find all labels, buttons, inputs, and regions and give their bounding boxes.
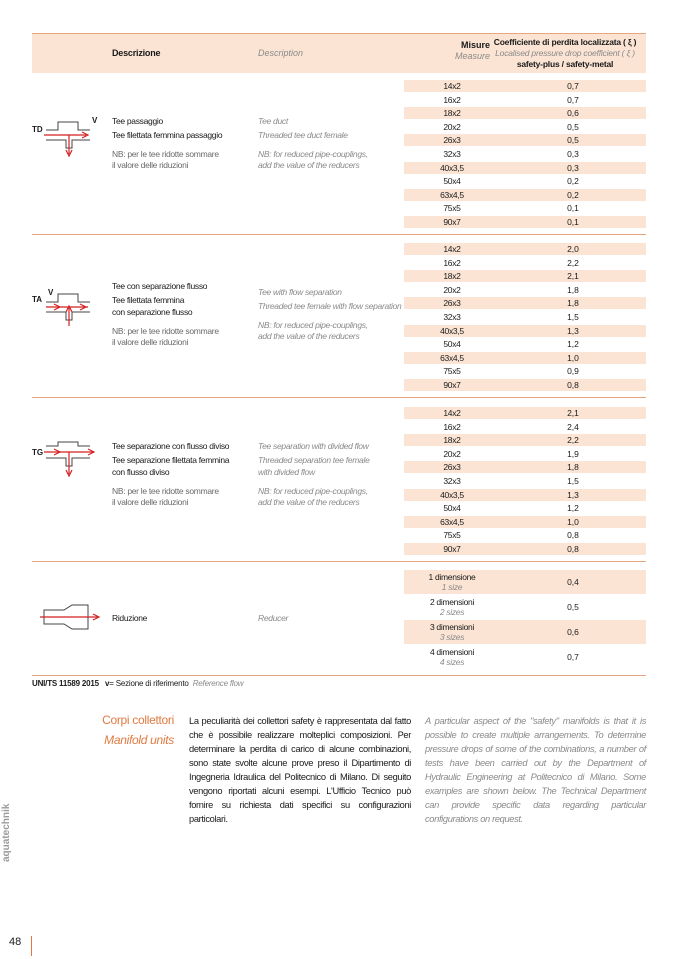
section-divider — [32, 397, 646, 398]
coefficient-cell: 1,2 — [567, 503, 579, 514]
coefficient-cell: 1,3 — [567, 489, 579, 500]
reducer-row: 3 dimensioni 3 sizes 0,6 — [404, 620, 646, 644]
coefficient-cell: 2,2 — [567, 435, 579, 446]
coefficient-cell: 0,7 — [567, 94, 579, 105]
measure-cell: 14x2 — [443, 244, 461, 254]
coefficient-cell: 2,0 — [567, 244, 579, 254]
flow-mark: V — [92, 116, 98, 125]
tee-duct-diagram — [42, 116, 104, 160]
table-row — [404, 201, 646, 214]
measure-cell: 75x5 — [443, 366, 461, 377]
measure-cell: 40x3,5 — [440, 489, 464, 500]
table-row — [404, 242, 646, 255]
manifold-paragraph-it: La peculiarità dei collettori safety è rappresentata dal fatto che è possibile realizzare molteplici composizioni. Per determinare la perdita di carico di alcune combinazioni, sono state svolte alcune prove preso il Dipartimento di Ingegneria Idraulica del Politecnico di Milano. Di seguito vengono riportati alcuni esempi. L'Ufficio Tecnico può fornire su richiesta dati specifici su configurazioni particolari. — [189, 716, 411, 824]
manifold-title-en: Manifold units — [104, 733, 174, 747]
table-row — [404, 161, 646, 174]
measure-cell: 40x3,5 — [440, 162, 464, 173]
reducer-label-it: Riduzione — [112, 613, 148, 623]
coefficient-cell: 0,6 — [567, 108, 579, 119]
table-row — [404, 433, 646, 446]
coefficient-cell: 2,4 — [567, 421, 579, 432]
coefficient-cell: 1,0 — [567, 352, 579, 363]
section-ta-en: Tee with flow separation Threaded tee female with flow separation NB: for reduced pipe-couplings, add the value of the reducers — [258, 287, 402, 341]
measure-cell: 16x2 — [443, 257, 461, 268]
measure-cell: 50x4 — [443, 176, 461, 187]
measure-cell: 32x3 — [443, 312, 461, 322]
table-row — [404, 215, 646, 228]
coefficient-cell: 2,1 — [567, 408, 579, 418]
section-divider — [32, 234, 646, 235]
table-row — [404, 337, 646, 350]
measure-cell: 18x2 — [443, 108, 461, 119]
coefficient-cell: 0,9 — [567, 366, 579, 377]
table-row — [404, 378, 646, 391]
section-code-tg: TG — [32, 448, 44, 457]
table-row — [404, 324, 646, 337]
measure-cell: 32x3 — [443, 476, 461, 486]
table-row — [404, 501, 646, 514]
coefficient-cell: 1,2 — [567, 339, 579, 350]
brand-logo: aquatechnik — [1, 803, 12, 862]
measure-cell: 63x4,5 — [440, 516, 464, 527]
table-row — [404, 420, 646, 433]
section-tg-en: Tee separation with divided flow Threaded separation tee female with divided flow NB: for reduced pipe-couplings, add the value of the reducers — [258, 441, 370, 507]
table-row — [404, 364, 646, 377]
measure-cell: 20x2 — [443, 121, 461, 132]
coefficient-cell: 1,3 — [567, 325, 579, 336]
section-code-ta: TA — [32, 295, 43, 304]
measure-cell: 18x2 — [443, 435, 461, 446]
measure-cell: 32x3 — [443, 149, 461, 159]
coefficient-cell: 0,3 — [567, 149, 579, 159]
table-row — [404, 406, 646, 419]
coefficient-cell: 2,1 — [567, 271, 579, 282]
section-divider — [32, 561, 646, 562]
table-row — [404, 188, 646, 201]
coefficient-cell: 0,1 — [567, 203, 579, 214]
table-row — [404, 93, 646, 106]
coefficient-cell: 0,2 — [567, 189, 579, 200]
coefficient-cell: 2,2 — [567, 257, 579, 268]
measure-cell: 40x3,5 — [440, 325, 464, 336]
coefficient-cell: 1,8 — [567, 298, 579, 309]
table-row — [404, 488, 646, 501]
coefficient-cell: 0,8 — [567, 380, 579, 390]
coefficient-cell: 0,5 — [567, 121, 579, 132]
coefficient-cell: 0,5 — [567, 135, 579, 146]
table-row — [404, 269, 646, 282]
coefficient-cell: 1,9 — [567, 448, 579, 459]
table-row — [404, 351, 646, 364]
page-marker — [31, 936, 32, 956]
coefficient-cell: 0,3 — [567, 162, 579, 173]
coefficient-cell: 1,8 — [567, 462, 579, 473]
reducer-label-en: Reducer — [258, 613, 289, 623]
measure-cell: 20x2 — [443, 284, 461, 295]
measure-cell: 26x3 — [443, 135, 461, 146]
measure-cell: 90x7 — [443, 544, 461, 554]
table-row — [404, 447, 646, 460]
measure-cell: 16x2 — [443, 94, 461, 105]
table-row — [404, 120, 646, 133]
reducer-row: 1 dimensione 1 size 0,4 — [404, 570, 646, 594]
measure-cell: 75x5 — [443, 203, 461, 214]
measure-cell: 63x4,5 — [440, 189, 464, 200]
coefficient-cell: 0,8 — [567, 530, 579, 541]
table-row — [404, 528, 646, 541]
header-misure: Misure Measure — [454, 40, 490, 61]
tee-divided-flow-diagram — [42, 440, 104, 484]
table-row — [404, 474, 646, 487]
coefficient-cell: 0,1 — [567, 217, 579, 227]
table-row — [404, 542, 646, 555]
section-tg-it: Tee separazione con flusso diviso Tee separazione filettata femmina con flusso diviso NB: per le tee ridotte sommare il valore delle riduzioni — [112, 441, 230, 507]
flow-mark: V — [48, 288, 54, 297]
coefficient-cell: 1,5 — [567, 476, 579, 486]
section-td-it: Tee passaggio Tee filettata femmina passaggio NB: per le tee ridotte sommare il valore delle riduzioni — [112, 116, 223, 170]
measure-cell: 50x4 — [443, 339, 461, 350]
reference-note: UNI/TS 11589 2015 v= Sezione di riferimento Reference flow — [32, 679, 244, 688]
tee-flow-separation-diagram — [42, 288, 104, 332]
coefficient-cell: 0,8 — [567, 544, 579, 554]
measure-cell: 63x4,5 — [440, 352, 464, 363]
table-row — [404, 283, 646, 296]
coefficient-cell: 1,5 — [567, 312, 579, 322]
page-number: 48 — [9, 936, 22, 948]
header-descrizione: Descrizione — [112, 48, 161, 58]
measure-cell: 75x5 — [443, 530, 461, 541]
coefficient-cell: 1,8 — [567, 284, 579, 295]
reducer-row: 4 dimensioni 4 sizes 0,7 — [429, 647, 579, 667]
measure-cell: 14x2 — [443, 408, 461, 418]
measure-cell: 14x2 — [443, 81, 461, 91]
table-row — [404, 256, 646, 269]
header-description: Description — [258, 48, 304, 58]
manifold-paragraph-en: A particular aspect of the "safety" manifolds is that it is possible to create multiple arrangements. To determine pressure drops of some of the combinations, a number of tests have been carried out by the Department of Hydraulic Engineering at Politecnico di Milano. Some examples are shown below. The Technical Department can provide specific data regarding particular configurations on request. — [425, 716, 646, 824]
coefficient-cell: 1,0 — [567, 516, 579, 527]
table-row — [404, 515, 646, 528]
section-ta-it: Tee con separazione flusso Tee filettata femmina con separazione flusso NB: per le tee ridotte sommare il valore delle riduzioni — [112, 281, 219, 347]
reducer-row: 2 dimensioni 2 sizes 0,5 — [429, 597, 579, 617]
table-row — [404, 147, 646, 160]
measure-cell: 90x7 — [443, 217, 461, 227]
table-row — [404, 133, 646, 146]
coefficient-cell: 0,7 — [567, 81, 579, 91]
reducer-diagram — [40, 604, 104, 630]
measure-cell: 26x3 — [443, 298, 461, 309]
table-row — [404, 296, 646, 309]
measure-cell: 26x3 — [443, 462, 461, 473]
measure-cell: 18x2 — [443, 271, 461, 282]
section-td-en: Tee duct Threaded tee duct female NB: for reduced pipe-couplings, add the value of the reducers — [258, 116, 368, 170]
coefficient-cell: 0,2 — [567, 176, 579, 187]
measure-cell: 90x7 — [443, 380, 461, 390]
table-row — [404, 79, 646, 92]
table-row — [404, 106, 646, 119]
measure-cell: 20x2 — [443, 448, 461, 459]
table-row — [404, 460, 646, 473]
section-code-td: TD — [32, 125, 43, 134]
table-row — [404, 310, 646, 323]
header-coefficient: Coefficiente di perdita localizzata ( ξ ) Localised pressure drop coefficient ( ξ ) safety-plus / safety-metal — [493, 37, 637, 69]
manifold-title-it: Corpi collettori — [102, 713, 174, 727]
table-bottom-line — [32, 675, 646, 676]
table-row — [404, 174, 646, 187]
measure-cell: 50x4 — [443, 503, 461, 514]
measure-cell: 16x2 — [443, 421, 461, 432]
